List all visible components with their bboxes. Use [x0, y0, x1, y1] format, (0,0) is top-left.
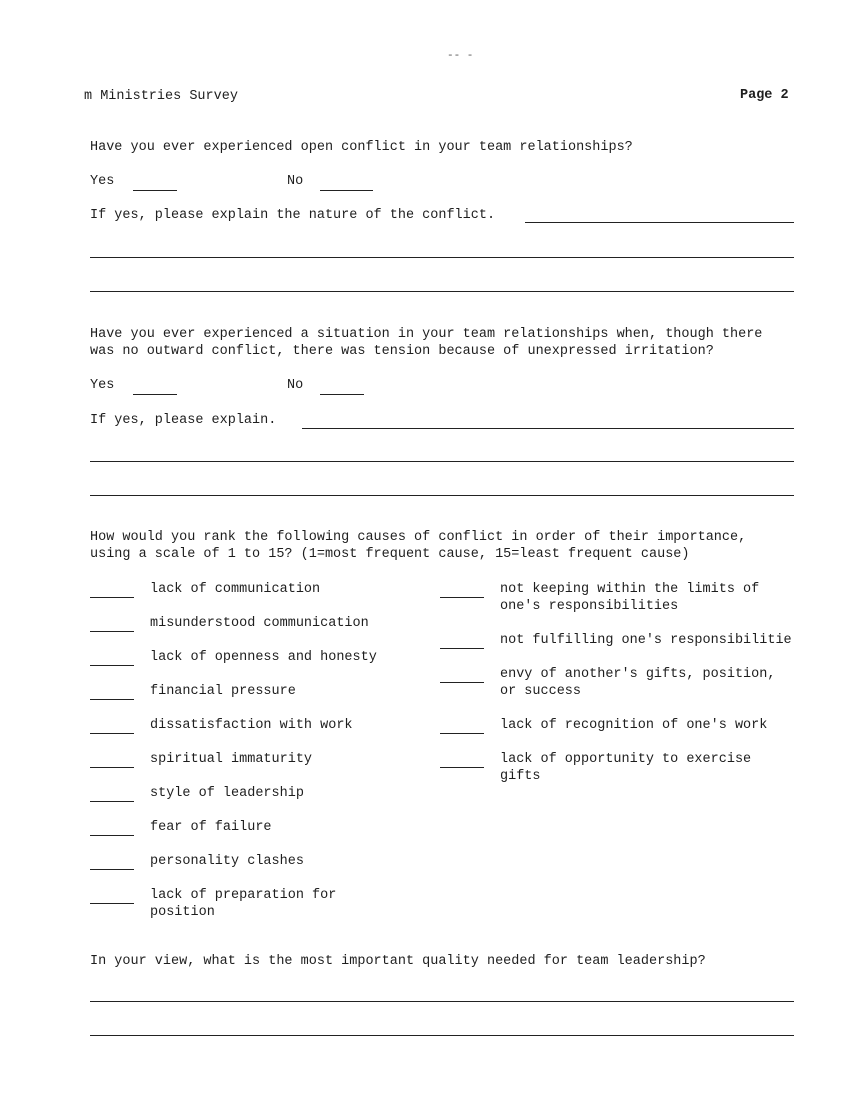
rank-item-label: lack of communication — [150, 582, 321, 597]
rank-item-label-continued: one's responsibilities — [500, 599, 679, 614]
q1-no-blank[interactable] — [320, 190, 373, 191]
q1-yes-label: Yes — [90, 174, 115, 189]
rank-item-label-continued: or success — [500, 684, 582, 699]
q1-no-label: No — [287, 174, 304, 189]
rank-item-label: misunderstood communication — [150, 616, 369, 631]
rank-blank[interactable] — [90, 903, 134, 904]
rank-blank[interactable] — [440, 648, 484, 649]
rank-blank[interactable] — [440, 682, 484, 683]
question-leadership-quality: In your view, what is the most important quality needed for team leadership? — [90, 954, 706, 969]
rank-item-label-continued: gifts — [500, 769, 541, 784]
rank-blank[interactable] — [90, 631, 134, 632]
q2-yes-label: Yes — [90, 378, 115, 393]
rank-blank[interactable] — [90, 767, 134, 768]
q2-answer-line-1[interactable] — [302, 428, 794, 429]
question-tension-line-2: was no outward conflict, there was tension because of unexpressed irritation? — [90, 344, 714, 359]
rank-blank[interactable] — [90, 665, 134, 666]
q2-no-label: No — [287, 378, 304, 393]
q2-answer-line-3[interactable] — [90, 495, 794, 496]
page-number: Page 2 — [740, 88, 789, 103]
rank-item-label-continued: position — [150, 905, 215, 920]
rank-item-label: not fulfilling one's responsibilitie — [500, 633, 792, 648]
q1-answer-line-3[interactable] — [90, 291, 794, 292]
q4-answer-line-1[interactable] — [90, 1001, 794, 1002]
rank-item-label: lack of recognition of one's work — [500, 718, 768, 733]
rank-blank[interactable] — [90, 869, 134, 870]
rank-item-label: lack of opportunity to exercise — [500, 752, 752, 767]
page-top-mark: -- - — [447, 50, 474, 62]
q4-answer-line-2[interactable] — [90, 1035, 794, 1036]
rank-blank[interactable] — [90, 733, 134, 734]
question-rank-line-2: using a scale of 1 to 15? (1=most frequent cause, 15=least frequent cause) — [90, 547, 690, 562]
rank-item-label: lack of openness and honesty — [150, 650, 377, 665]
rank-item-label: envy of another's gifts, position, — [500, 667, 776, 682]
q2-no-blank[interactable] — [320, 394, 364, 395]
question-rank-line-1: How would you rank the following causes of conflict in order of their importance, — [90, 530, 747, 545]
rank-item-label: not keeping within the limits of — [500, 582, 760, 597]
rank-item-label: style of leadership — [150, 786, 304, 801]
survey-title: m Ministries Survey — [84, 89, 238, 104]
question-open-conflict: Have you ever experienced open conflict in your team relationships? — [90, 140, 633, 155]
question-tension-line-1: Have you ever experienced a situation in your team relationships when, though there — [90, 327, 763, 342]
rank-blank[interactable] — [90, 597, 134, 598]
rank-item-label: dissatisfaction with work — [150, 718, 353, 733]
rank-blank[interactable] — [90, 835, 134, 836]
rank-item-label: financial pressure — [150, 684, 296, 699]
q1-explain-prompt: If yes, please explain the nature of the conflict. — [90, 208, 496, 223]
q1-answer-line-1[interactable] — [525, 222, 794, 223]
q1-answer-line-2[interactable] — [90, 257, 794, 258]
q2-yes-blank[interactable] — [133, 394, 177, 395]
rank-blank[interactable] — [440, 733, 484, 734]
rank-blank[interactable] — [440, 767, 484, 768]
rank-item-label: spiritual immaturity — [150, 752, 313, 767]
q1-yes-blank[interactable] — [133, 190, 177, 191]
q2-explain-prompt: If yes, please explain. — [90, 413, 277, 428]
rank-item-label: fear of failure — [150, 820, 272, 835]
rank-blank[interactable] — [440, 597, 484, 598]
rank-item-label: personality clashes — [150, 854, 304, 869]
rank-blank[interactable] — [90, 699, 134, 700]
rank-blank[interactable] — [90, 801, 134, 802]
q2-answer-line-2[interactable] — [90, 461, 794, 462]
rank-item-label: lack of preparation for — [150, 888, 337, 903]
